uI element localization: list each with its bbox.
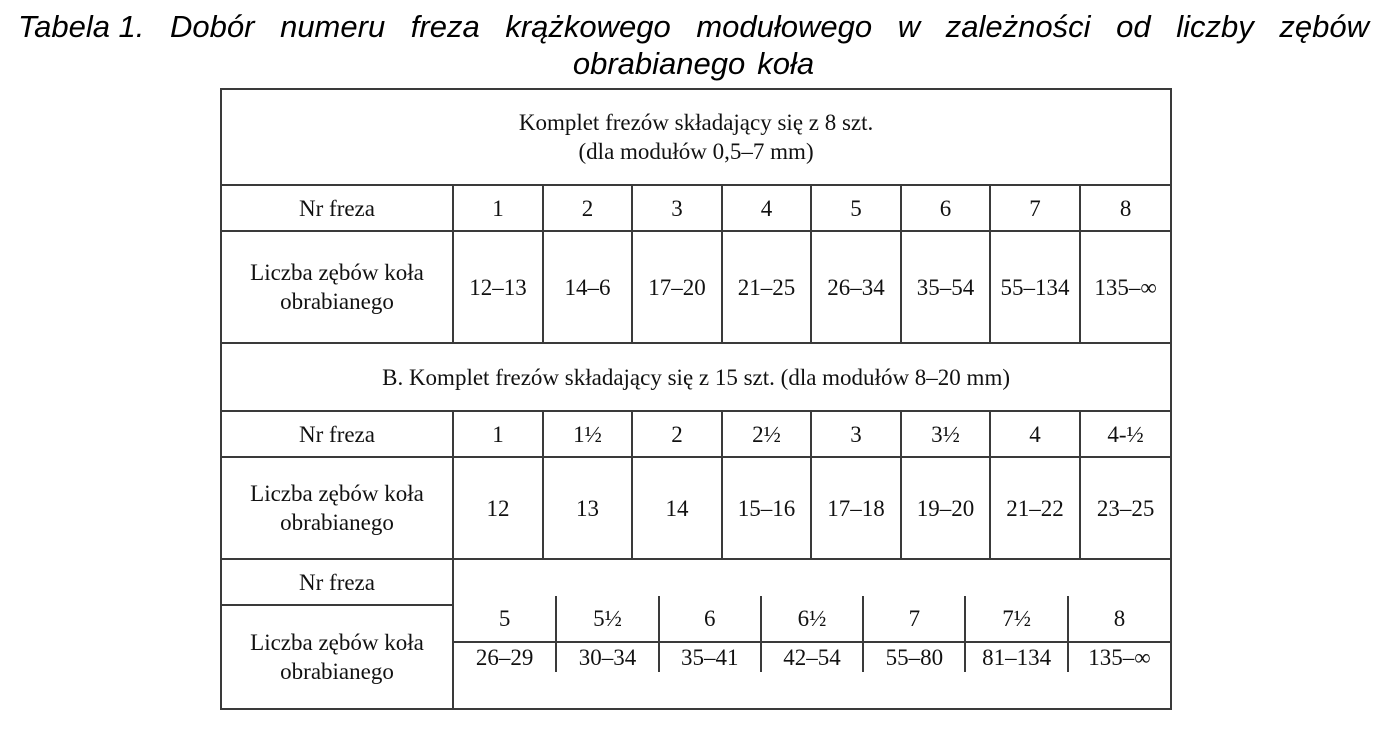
caption-word: liczby [1176,9,1254,44]
row-label-count: Liczba zębów koła obrabianego [221,605,453,709]
caption-word: zębów [1279,9,1369,44]
section-b-subtable [454,596,1170,672]
subtable-number-row [454,596,1170,642]
caption-line-1 [18,8,1369,46]
section-b-header-row [221,343,1171,411]
teeth-count-cell: 81–134 [965,642,1067,672]
cutter-number-cell: 4 [722,185,811,231]
cutter-selection-table [220,88,1172,710]
section-a-header-line-2: (dla modułów 0,5–7 mm) [578,139,814,164]
cutter-number-cell: 1½ [543,411,632,457]
cutter-number-cell: 8 [1080,185,1171,231]
section-b-number-row-2 [221,559,1171,605]
cutter-number-cell: 8 [1068,596,1170,642]
teeth-count-cell: 55–80 [863,642,965,672]
teeth-count-cell: 12 [453,457,543,559]
section-b-count-row [221,457,1171,559]
cutter-number-cell: 4 [990,411,1080,457]
section-a-header [221,89,1171,185]
caption-word: od [1116,9,1151,44]
table-caption [18,8,1369,83]
teeth-count-cell: 35–41 [659,642,761,672]
cutter-number-cell: 2 [632,411,722,457]
cutter-number-cell: 5 [811,185,901,231]
caption-word: krążkowego [505,9,671,44]
cutter-number-cell: 1 [453,185,543,231]
cutter-number-cell: 4-½ [1080,411,1171,457]
row-label-nr: Nr freza [221,559,453,605]
teeth-count-cell: 30–34 [556,642,658,672]
teeth-count-cell: 19–20 [901,457,990,559]
teeth-count-cell: 17–18 [811,457,901,559]
caption-word: zależności [945,9,1091,44]
teeth-count-cell: 21–25 [722,231,811,343]
teeth-count-cell: 21–22 [990,457,1080,559]
teeth-count-cell: 17–20 [632,231,722,343]
teeth-count-cell: 26–34 [811,231,901,343]
caption-word: koła [757,46,815,81]
row-label-nr: Nr freza [221,185,453,231]
cutter-number-cell: 5½ [556,596,658,642]
cutter-number-cell: 7½ [965,596,1067,642]
teeth-count-cell: 14–6 [543,231,632,343]
cutter-number-cell: 2½ [722,411,811,457]
teeth-count-cell: 23–25 [1080,457,1171,559]
section-b-number-row [221,411,1171,457]
teeth-count-cell: 135–∞ [1080,231,1171,343]
cutter-number-cell: 3 [811,411,901,457]
subtable-count-row [454,642,1170,672]
teeth-count-cell: 42–54 [761,642,863,672]
caption-word: obrabianego [572,46,746,81]
cutter-number-cell: 3½ [901,411,990,457]
caption-word: freza [410,9,480,44]
teeth-count-cell: 55–134 [990,231,1080,343]
teeth-count-cell: 14 [632,457,722,559]
section-b-seven-column-block [453,559,1171,709]
teeth-count-cell: 26–29 [475,645,534,670]
caption-word: Dobór [170,9,255,44]
row-label-count: Liczba zębów koła obrabianego [221,457,453,559]
cutter-number-cell: 6½ [761,596,863,642]
cutter-number-cell: 6 [659,596,761,642]
cutter-number-cell: 1 [453,411,543,457]
teeth-count-cell: 35–54 [901,231,990,343]
section-a-number-row [221,185,1171,231]
caption-word: Tabela 1. [18,9,145,44]
cutter-number-cell: 7 [990,185,1080,231]
teeth-count-cell: 15–16 [722,457,811,559]
caption-word: modułowego [696,9,873,44]
cutter-selection-table-wrapper [220,88,1170,710]
row-label-count: Liczba zębów koła obrabianego [221,231,453,343]
row-label-nr: Nr freza [221,411,453,457]
cutter-number-cell: 3 [632,185,722,231]
cutter-number-cell: 6 [901,185,990,231]
cutter-number-cell: 5 [454,596,556,642]
section-b-header: B. Komplet frezów składający się z 15 szt. (dla modułów 8–20 mm) [221,343,1171,411]
cutter-number-cell: 2 [543,185,632,231]
section-a-count-row [221,231,1171,343]
teeth-count-cell: 135–∞ [1068,642,1170,672]
cutter-number-cell: 7 [863,596,965,642]
teeth-count-cell: 12–13 [453,231,543,343]
caption-line-2 [18,45,1369,83]
teeth-count-cell: 13 [543,457,632,559]
caption-word: w [897,9,921,44]
section-a-header-row [221,89,1171,185]
caption-word: numeru [280,9,386,44]
section-a-header-line-1: Komplet frezów składający się z 8 szt. [518,110,874,135]
